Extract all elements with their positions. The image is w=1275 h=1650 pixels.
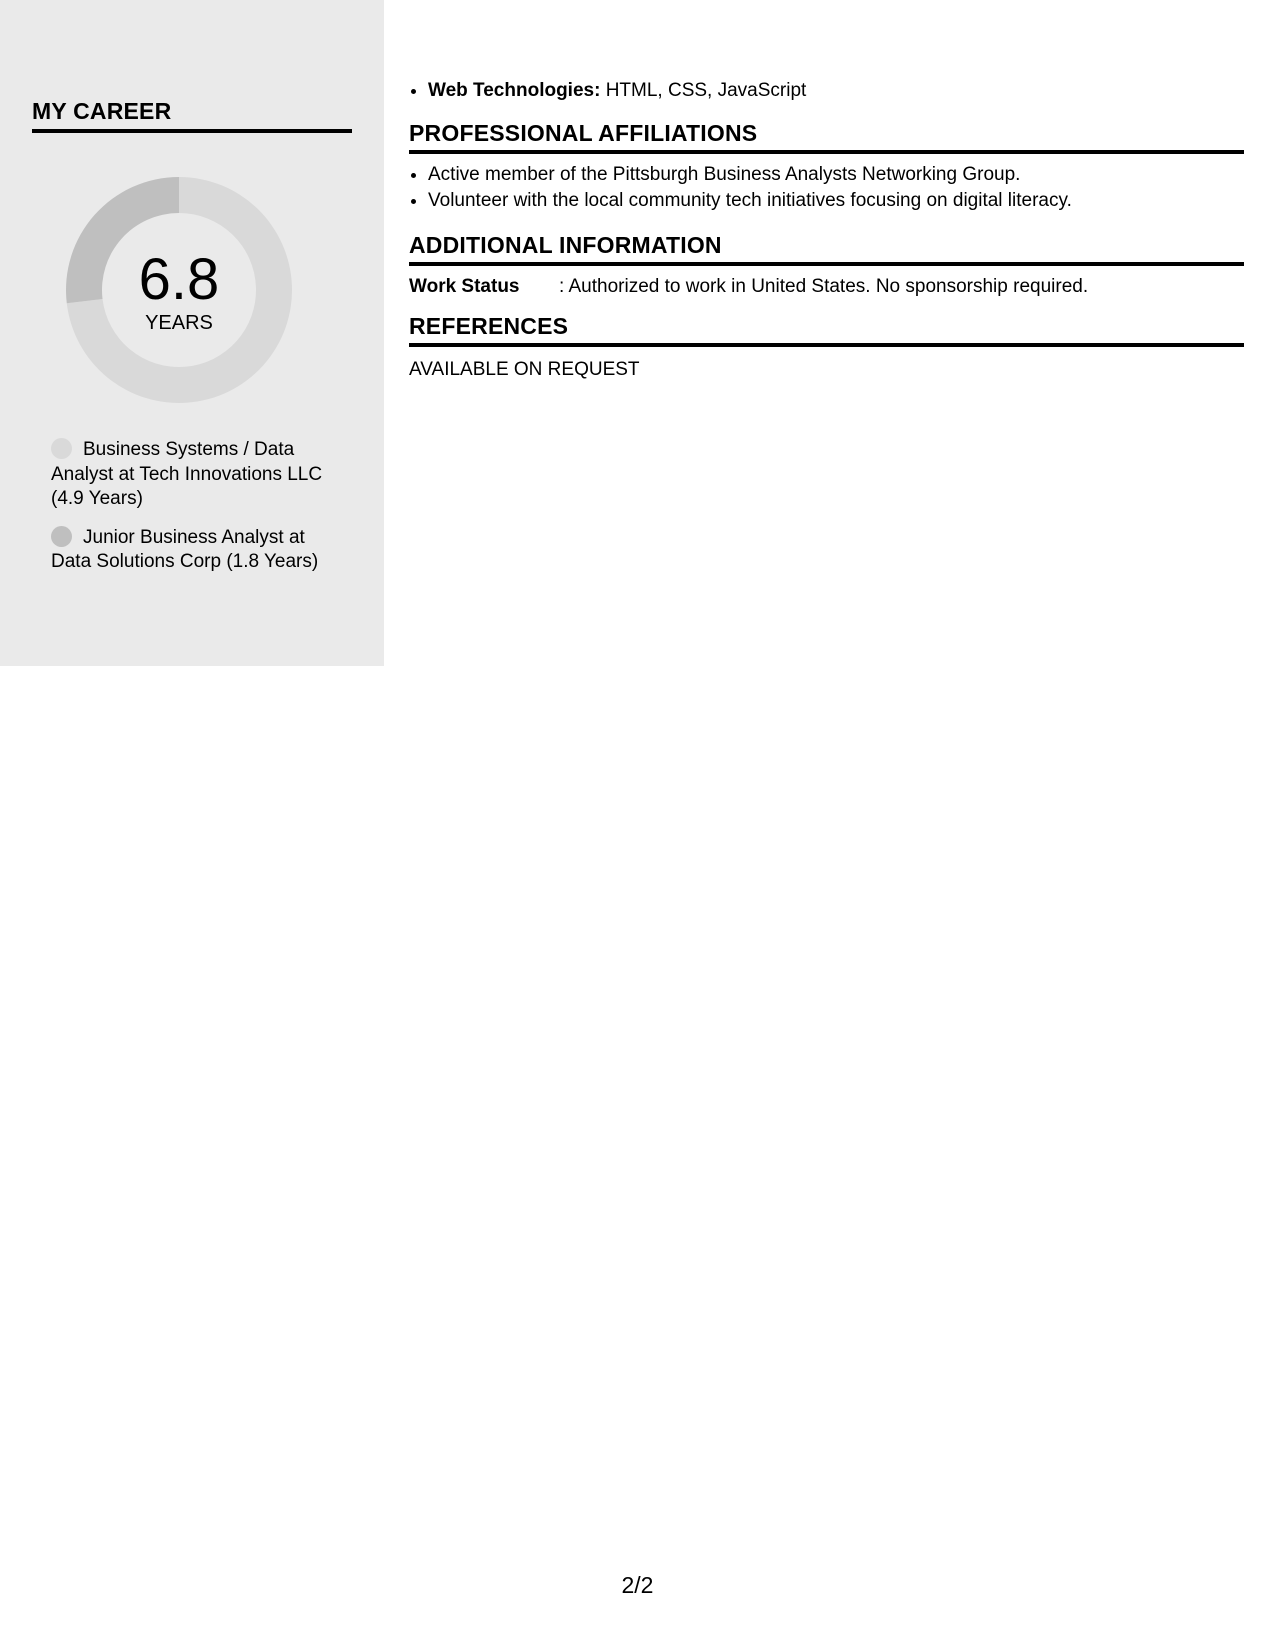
career-donut-chart xyxy=(66,177,292,403)
legend-swatch xyxy=(51,526,72,547)
list-item xyxy=(428,78,1244,105)
list-item: • Volunteer with the local community tech initiatives focusing on digital literacy. xyxy=(428,188,1244,215)
references-heading: REFERENCES xyxy=(409,313,1244,347)
total-years-value: 6.8 xyxy=(138,247,220,312)
legend-item xyxy=(51,526,341,575)
career-legend xyxy=(51,438,341,589)
main-content xyxy=(409,78,1244,383)
donut-center xyxy=(66,177,292,403)
work-status-value: : Authorized to work in United States. No sponsorship required. xyxy=(559,275,1089,297)
list-item: • Active member of the Pittsburgh Business Analysts Networking Group. xyxy=(428,162,1244,189)
total-years-unit: YEARS xyxy=(145,312,213,334)
career-heading: MY CAREER xyxy=(32,98,352,133)
affiliations-list xyxy=(409,162,1244,215)
skill-label: Web Technologies: xyxy=(428,80,601,101)
page-number: 2/2 xyxy=(621,1572,654,1598)
sidebar xyxy=(0,0,384,666)
additional-info-heading: ADDITIONAL INFORMATION xyxy=(409,232,1244,266)
references-text: AVAILABLE ON REQUEST xyxy=(409,358,640,380)
affiliations-heading: PROFESSIONAL AFFILIATIONS xyxy=(409,120,1244,154)
legend-item xyxy=(51,438,341,512)
skills-list xyxy=(409,78,1244,105)
legend-label: Business Systems / Data Analyst at Tech Innovations LLC (4.9 Years) xyxy=(51,439,323,509)
work-status-row xyxy=(409,274,1244,300)
skill-value: HTML, CSS, JavaScript xyxy=(600,80,807,101)
work-status-label: Work Status xyxy=(409,275,520,297)
legend-swatch xyxy=(51,438,72,459)
legend-label: Junior Business Analyst at Data Solutions Corp (1.8 Years) xyxy=(51,526,319,572)
